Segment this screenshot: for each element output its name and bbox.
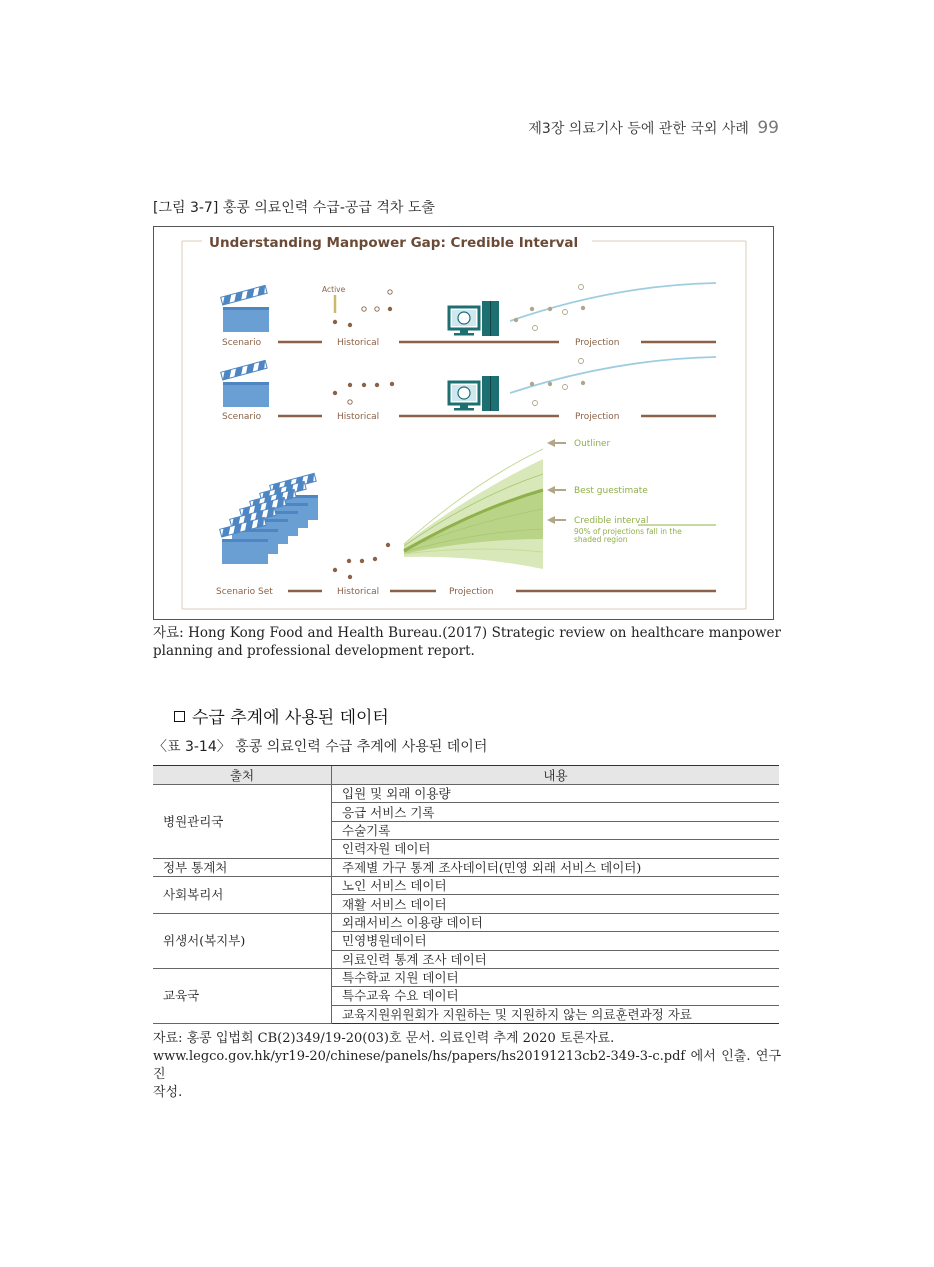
row3-scenario-label: Scenario Set bbox=[216, 587, 273, 597]
credible-interval-band bbox=[404, 449, 543, 569]
row1-scenario-label: Scenario bbox=[222, 338, 262, 348]
computer-icon bbox=[449, 301, 499, 336]
source-cell: 위생서(복지부) bbox=[153, 913, 332, 968]
outliner-label: Outliner bbox=[574, 439, 611, 449]
scenario-row-3 bbox=[216, 439, 716, 597]
row3-historical-label: Historical bbox=[337, 587, 380, 597]
row1-projection-label: Projection bbox=[575, 338, 620, 348]
annotation-arrows bbox=[547, 439, 566, 524]
row2-projection-label: Projection bbox=[575, 412, 620, 422]
scenario-row-2 bbox=[221, 357, 716, 422]
credible-note-line1: 90% of projections fall in the bbox=[574, 527, 682, 536]
table-source-line1: 자료: 홍콩 입법회 CB(2)349/19-20(03)호 문서. 의료인력 추계 2020 토론자료. bbox=[153, 1031, 615, 1046]
active-label: Active bbox=[322, 285, 346, 294]
diagram-title: Understanding Manpower Gap: Credible Interval bbox=[209, 235, 579, 251]
manpower-gap-diagram bbox=[154, 227, 773, 619]
source-cell: 정부 통계처 bbox=[153, 858, 332, 876]
content-cell: 의료인력 통계 조사 데이터 bbox=[332, 950, 780, 968]
table-header-row bbox=[153, 766, 779, 785]
page-number: 99 bbox=[757, 118, 779, 138]
historical-points-row2 bbox=[333, 382, 394, 404]
table-row bbox=[153, 858, 779, 876]
table-row bbox=[153, 785, 779, 803]
figure-caption: [그림 3-7] 홍콩 의료인력 수급-공급 격차 도출 bbox=[153, 200, 435, 216]
header-source: 출처 bbox=[153, 766, 332, 785]
row2-historical-label: Historical bbox=[337, 412, 380, 422]
chapter-title: 제3장 의료기사 등에 관한 국외 사례 bbox=[528, 121, 749, 137]
projection-points-row1 bbox=[514, 285, 585, 331]
content-cell: 주제별 가구 통계 조사데이터(민영 외래 서비스 데이터) bbox=[332, 858, 780, 876]
table-row bbox=[153, 913, 779, 931]
section-heading bbox=[174, 703, 389, 728]
historical-points-row1 bbox=[333, 290, 392, 327]
table-source-line2: www.legco.gov.hk/yr19-20/chinese/panels/hs/papers/hs20191213cb2-349-3-c.pdf 에서 인출. 연구진 bbox=[153, 1049, 781, 1082]
historical-points-row3 bbox=[333, 543, 390, 579]
running-header bbox=[528, 118, 779, 138]
table-source-line3: 작성. bbox=[153, 1085, 183, 1100]
section-heading-text: 수급 추계에 사용된 데이터 bbox=[192, 708, 389, 728]
credible-note-line2: shaded region bbox=[574, 535, 628, 544]
source-cell: 사회복리서 bbox=[153, 876, 332, 913]
credible-interval-label: Credible interval bbox=[574, 516, 649, 526]
source-cell: 교육국 bbox=[153, 968, 332, 1023]
clapperboard-icon bbox=[221, 360, 269, 407]
figure-manpower-gap bbox=[153, 226, 774, 620]
content-cell: 입원 및 외래 이용량 bbox=[332, 785, 780, 803]
content-cell: 재활 서비스 데이터 bbox=[332, 895, 780, 913]
content-cell: 응급 서비스 기록 bbox=[332, 803, 780, 821]
content-cell: 노인 서비스 데이터 bbox=[332, 876, 780, 894]
content-cell: 교육지원위원회가 지원하는 및 지원하지 않는 의료훈련과정 자료 bbox=[332, 1005, 780, 1023]
best-guestimate-label: Best guestimate bbox=[574, 486, 648, 496]
content-cell: 특수교육 수요 데이터 bbox=[332, 987, 780, 1005]
content-cell: 수술기록 bbox=[332, 821, 780, 839]
data-sources-table bbox=[153, 765, 779, 1024]
table-row bbox=[153, 876, 779, 894]
table-source bbox=[153, 1030, 781, 1102]
row2-scenario-label: Scenario bbox=[222, 412, 262, 422]
content-cell: 민영병원데이터 bbox=[332, 932, 780, 950]
projection-points-row2 bbox=[530, 359, 585, 406]
figure-source: 자료: Hong Kong Food and Health Bureau.(2017) Strategic review on healthcare manpower planning and professional development report. bbox=[153, 625, 781, 659]
row1-historical-label: Historical bbox=[337, 338, 380, 348]
content-cell: 인력자원 데이터 bbox=[332, 840, 780, 858]
header-content: 내용 bbox=[332, 766, 780, 785]
content-cell: 외래서비스 이용량 데이터 bbox=[332, 913, 780, 931]
content-cell: 특수학교 지원 데이터 bbox=[332, 968, 780, 986]
row3-projection-label: Projection bbox=[449, 587, 494, 597]
clapperboard-icon bbox=[221, 285, 269, 332]
table-row bbox=[153, 968, 779, 986]
source-cell: 병원관리국 bbox=[153, 785, 332, 859]
table-caption: 〈표 3-14〉 홍콩 의료인력 수급 추계에 사용된 데이터 bbox=[153, 739, 488, 755]
scenario-row-1 bbox=[221, 283, 716, 348]
checkbox-bullet-icon bbox=[174, 711, 185, 722]
clapperboard-stack-icon bbox=[220, 473, 318, 564]
computer-icon bbox=[449, 376, 499, 411]
